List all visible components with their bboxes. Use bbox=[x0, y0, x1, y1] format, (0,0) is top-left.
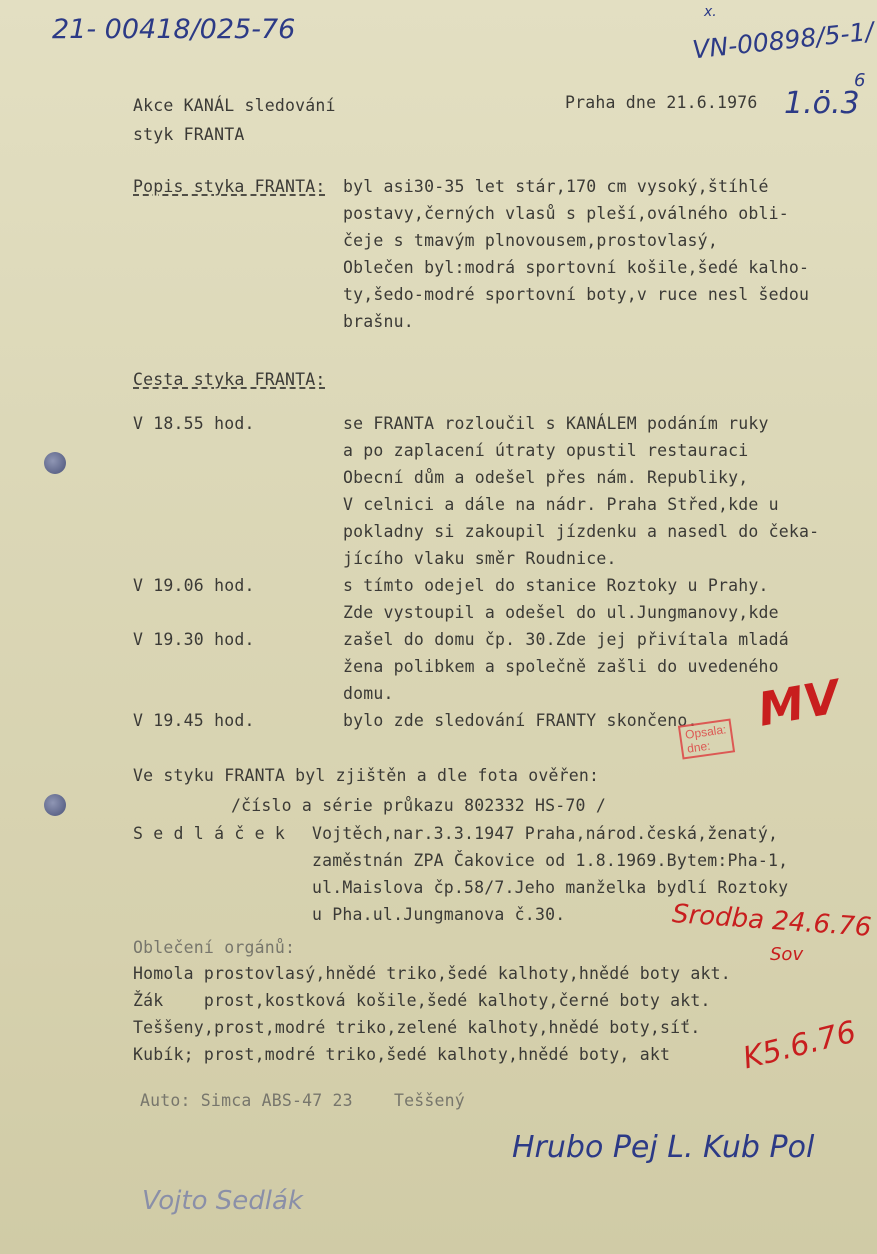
clothing-line: Homola prostovlasý,hnědé triko,šedé kalhoty,hnědé boty akt. bbox=[133, 964, 731, 983]
red-side-note: K5.6.76 bbox=[739, 1014, 860, 1077]
red-handwritten-note: Srodba 24.6.76 bbox=[671, 899, 873, 943]
description-line: ty,šedo-modré sportovní boty,v ruce nesl šedou bbox=[343, 285, 810, 304]
id-card-number: /číslo a série průkazu 802332 HS-70 / bbox=[231, 796, 606, 815]
description-line: brašnu. bbox=[343, 312, 414, 331]
handwritten-ref-suffix: 6 bbox=[854, 70, 866, 91]
identification-line: zaměstnán ZPA Čakovice od 1.8.1969.Bytem:Pha-1, bbox=[312, 851, 789, 870]
bottom-left-signature: Vojto Sedlák bbox=[142, 1186, 303, 1216]
route-line: bylo zde sledování FRANTY skončeno. bbox=[343, 711, 698, 730]
route-time: V 19.30 hod. bbox=[133, 630, 255, 649]
header-contact: styk FRANTA bbox=[133, 125, 245, 144]
identification-line: ul.Maislova čp.58/7.Jeho manželka bydlí Roztoky bbox=[312, 878, 789, 897]
identification-line: Vojtěch,nar.3.3.1947 Praha,národ.česká,ženatý, bbox=[312, 824, 779, 843]
handwritten-ref-left: 21- 00418/025-76 bbox=[52, 14, 296, 45]
identification-intro: Ve styku FRANTA byl zjištěn a dle fota ověřen: bbox=[133, 766, 600, 785]
handwritten-date-mark: 1.ö.3 bbox=[784, 86, 860, 121]
stamp-line: Opsala: bbox=[684, 722, 728, 742]
handwritten-ref-right: VN-00898/5-1/ bbox=[690, 16, 876, 65]
route-line: jícího vlaku směr Roudnice. bbox=[343, 549, 617, 568]
red-handwritten-sign: Sov bbox=[770, 944, 804, 965]
route-line: V celnici a dále na nádr. Praha Střed,kde u bbox=[343, 495, 779, 514]
route-line: pokladny si zakoupil jízdenku a nasedl do čeka- bbox=[343, 522, 820, 541]
route-time: V 19.45 hod. bbox=[133, 711, 255, 730]
clothing-line: Teššeny,prost,modré triko,zelené kalhoty,hnědé boty,síť. bbox=[133, 1018, 701, 1037]
description-line: Oblečen byl:modrá sportovní košile,šedé kalho- bbox=[343, 258, 810, 277]
red-initials: MV bbox=[753, 669, 844, 737]
route-time: V 19.06 hod. bbox=[133, 576, 255, 595]
handwritten-mark-x: x. bbox=[704, 4, 717, 20]
stamp-line: dne: bbox=[686, 738, 712, 756]
officer-signatures: Hrubo Pej L. Kub Pol bbox=[512, 1130, 815, 1165]
route-line: žena polibkem a společně zašli do uvedeného bbox=[343, 657, 779, 676]
route-time: V 18.55 hod. bbox=[133, 414, 255, 433]
route-line: a po zaplacení útraty opustil restauraci bbox=[343, 441, 749, 460]
clothing-label: Oblečení orgánů: bbox=[133, 938, 296, 957]
route-line: Obecní dům a odešel přes nám. Republiky, bbox=[343, 468, 749, 487]
punch-hole-bottom bbox=[44, 794, 66, 816]
description-line: byl asi30-35 let stár,170 cm vysoký,štíhlé bbox=[343, 177, 769, 196]
car-driver: Teššený bbox=[394, 1091, 465, 1110]
place-date: Praha dne 21.6.1976 bbox=[565, 93, 758, 112]
clothing-line: Žák prost,kostková košile,šedé kalhoty,černé boty akt. bbox=[133, 991, 711, 1010]
route-line: s tímto odejel do stanice Roztoky u Prahy. bbox=[343, 576, 769, 595]
identified-surname: S e d l á č e k bbox=[133, 824, 286, 843]
copy-stamp bbox=[678, 718, 736, 759]
punch-hole-top bbox=[44, 452, 66, 474]
identification-line: u Pha.ul.Jungmanova č.30. bbox=[312, 905, 566, 924]
route-line: domu. bbox=[343, 684, 394, 703]
route-line: zašel do domu čp. 30.Zde jej přivítala mladá bbox=[343, 630, 789, 649]
description-label: Popis styka FRANTA: bbox=[133, 177, 326, 196]
route-line: se FRANTA rozloučil s KANÁLEM podáním ruky bbox=[343, 414, 769, 433]
description-line: čeje s tmavým plnovousem,prostovlasý, bbox=[343, 231, 718, 250]
description-line: postavy,černých vlasů s pleší,oválného obli- bbox=[343, 204, 789, 223]
route-line: Zde vystoupil a odešel do ul.Jungmanovy,kde bbox=[343, 603, 779, 622]
header-action: Akce KANÁL sledování bbox=[133, 96, 336, 115]
route-label: Cesta styka FRANTA: bbox=[133, 370, 326, 389]
car-info: Auto: Simca ABS-47 23 bbox=[140, 1091, 353, 1110]
clothing-line: Kubík; prost,modré triko,šedé kalhoty,hnědé boty, akt bbox=[133, 1045, 671, 1064]
